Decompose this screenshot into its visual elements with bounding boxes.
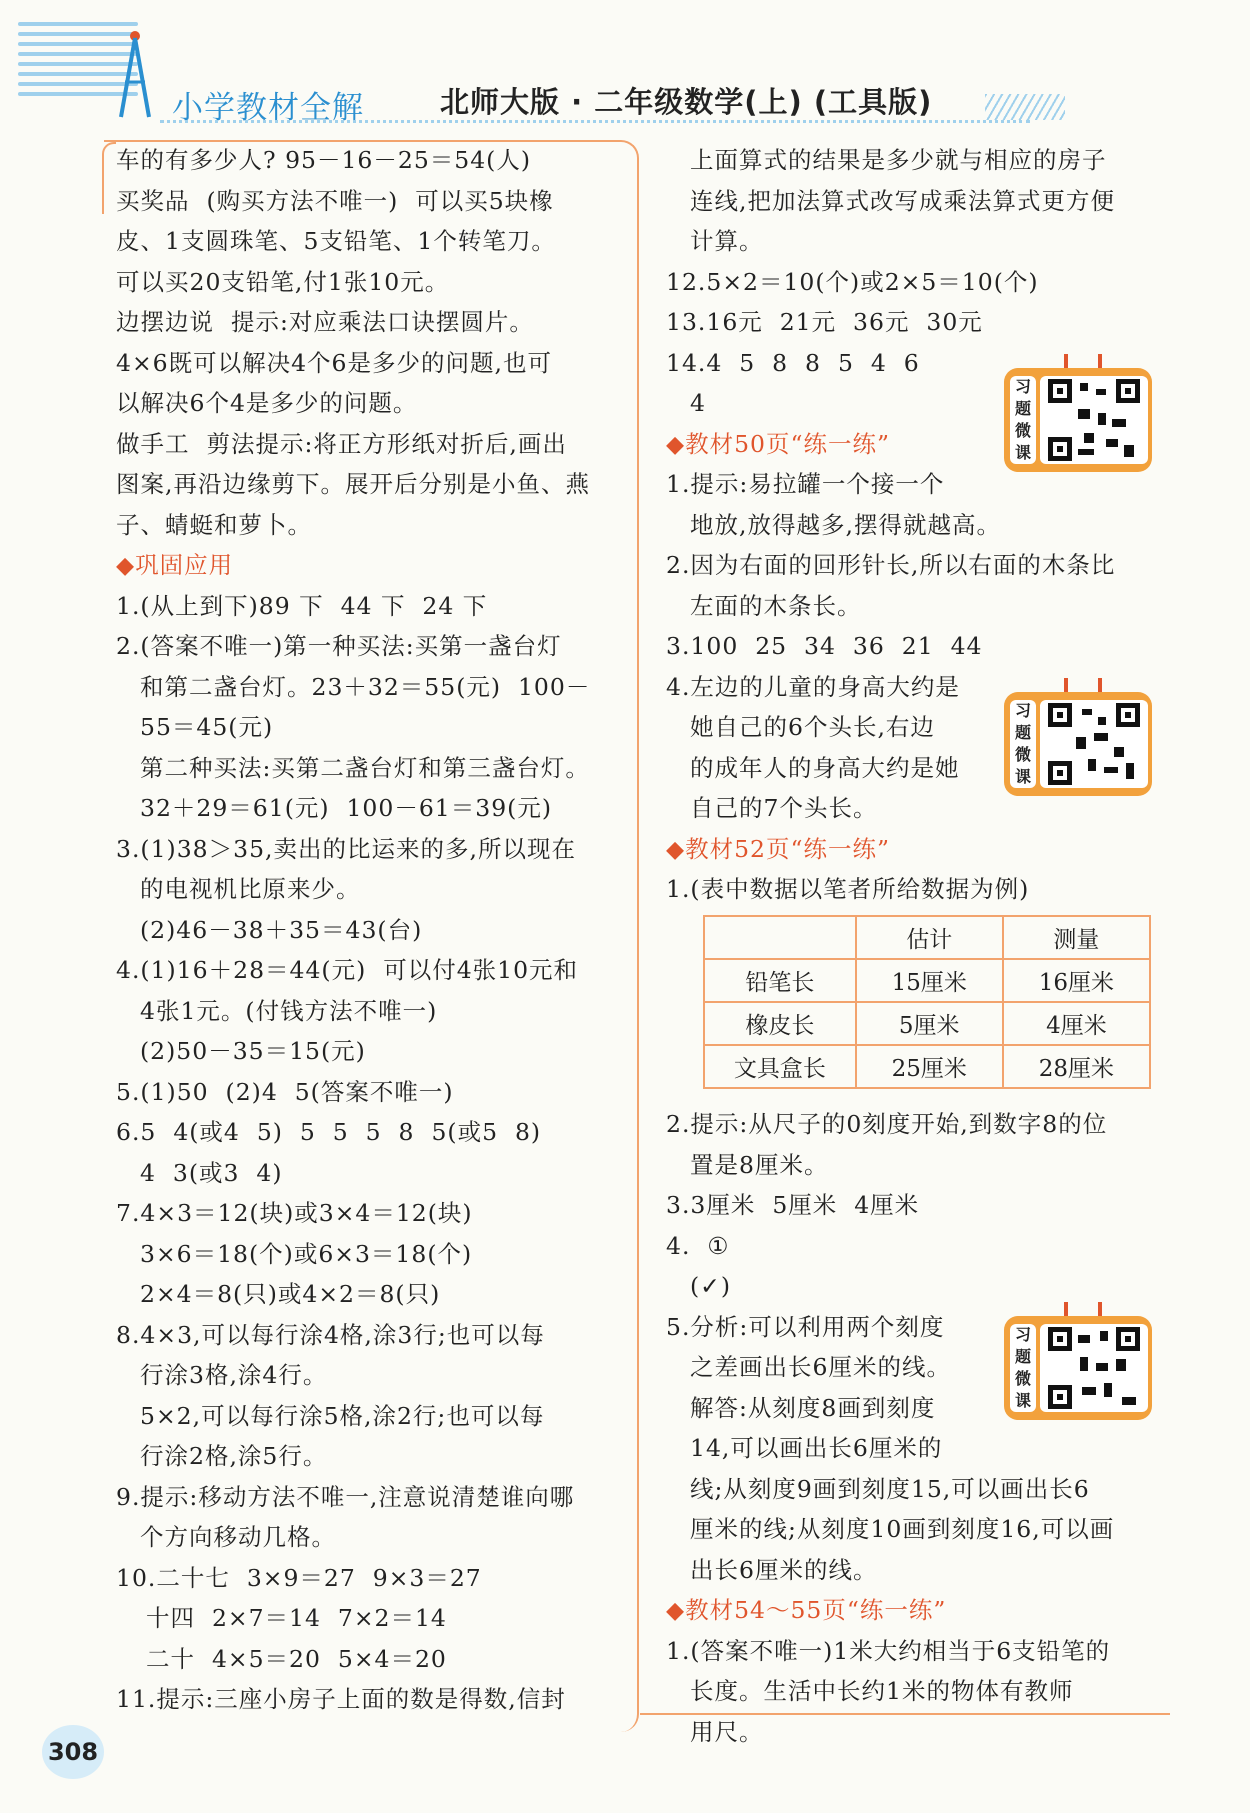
qr-label: 习题微课 bbox=[1010, 1324, 1036, 1412]
text-line: 4张1元。(付钱方法不唯一) bbox=[140, 996, 438, 1025]
compass-icon bbox=[115, 22, 155, 122]
text-line: 2.(答案不唯一)第一种买法:买第一盏台灯 bbox=[116, 632, 562, 660]
text-line: 4.(1)16＋28＝44(元) 可以付4张10元和 bbox=[116, 956, 579, 984]
text-line: 买奖品 (购买方法不唯一) 可以买5块橡 bbox=[116, 186, 554, 215]
table-cell: 5厘米 bbox=[856, 1002, 1003, 1045]
table-cell: 16厘米 bbox=[1003, 959, 1150, 1002]
text-line: (2)50－35＝15(元) bbox=[140, 1037, 366, 1065]
table-header-cell: 估计 bbox=[856, 916, 1003, 959]
text-line: 5.分析:可以利用两个刻度 bbox=[666, 1312, 945, 1341]
table-cell: 25厘米 bbox=[856, 1045, 1003, 1088]
text-line: 厘米的线;从刻度10画到刻度16,可以画 bbox=[690, 1515, 1115, 1543]
text-line: 上面算式的结果是多少就与相应的房子 bbox=[690, 146, 1107, 174]
text-line: 3.100 25 34 36 21 44 bbox=[666, 632, 983, 660]
text-line: 55＝45(元) bbox=[140, 713, 274, 741]
section-heading: ◆教材54～55页“练一练” bbox=[666, 1596, 947, 1624]
text-line: 置是8厘米。 bbox=[690, 1150, 829, 1179]
qr-code-icon[interactable] bbox=[1040, 1324, 1148, 1412]
table-header-cell bbox=[704, 916, 856, 959]
measurement-table bbox=[703, 915, 1151, 1089]
text-line: 出长6厘米的线。 bbox=[690, 1555, 878, 1584]
right-column-lower bbox=[666, 1104, 1178, 1752]
text-line: 2.提示:从尺子的0刻度开始,到数字8的位 bbox=[666, 1110, 1108, 1138]
text-line: 做手工 剪法提示:将正方形纸对折后,画出 bbox=[116, 429, 567, 458]
table-cell: 橡皮长 bbox=[704, 1002, 856, 1045]
text-line: 8.4×3,可以每行涂4格,涂3行;也可以每 bbox=[116, 1320, 545, 1349]
section-heading: ◆教材52页“练一练” bbox=[666, 834, 891, 863]
text-line: 3.3厘米 5厘米 4厘米 bbox=[666, 1191, 920, 1219]
left-column bbox=[116, 140, 636, 1720]
text-line: 10.二十七 3×9＝27 9×3＝27 bbox=[116, 1563, 482, 1592]
text-line: 之差画出长6厘米的线。 bbox=[690, 1353, 951, 1381]
text-line: 可以买20支铅笔,付1张10元。 bbox=[116, 267, 450, 296]
text-line: 解答:从刻度8画到刻度 bbox=[690, 1393, 936, 1422]
series-title: 北师大版 · 二年级数学(上) (工具版) bbox=[440, 85, 933, 119]
text-line: 1.提示:易拉罐一个接一个 bbox=[666, 470, 945, 498]
text-line: 3.(1)38＞35,卖出的比运来的多,所以现在 bbox=[116, 834, 576, 863]
text-line: 的电视机比原来少。 bbox=[140, 875, 361, 903]
text-line: 5.(1)50 (2)4 5(答案不唯一) bbox=[116, 1077, 454, 1106]
header-hatch bbox=[985, 94, 1065, 120]
text-line: 子、蜻蜓和萝卜。 bbox=[116, 510, 312, 539]
text-line: 13.16元 21元 36元 30元 bbox=[666, 308, 983, 336]
page-number: 308 bbox=[42, 1725, 104, 1779]
table-cell: 4厘米 bbox=[1003, 1002, 1150, 1045]
qr-code-icon[interactable] bbox=[1040, 376, 1148, 464]
text-line: 二十 4×5＝20 5×4＝20 bbox=[146, 1644, 447, 1673]
qr-label: 习题微课 bbox=[1010, 700, 1036, 788]
text-line: 11.提示:三座小房子上面的数是得数,信封 bbox=[116, 1685, 566, 1713]
header-divider bbox=[160, 120, 1030, 123]
text-line: 7.4×3＝12(块)或3×4＝12(块) bbox=[116, 1199, 473, 1227]
text-line: 1.(表中数据以笔者所给数据为例) bbox=[666, 875, 1030, 903]
section-heading: ◆教材50页“练一练” bbox=[666, 429, 891, 458]
text-line: 以解决6个4是多少的问题。 bbox=[116, 389, 418, 417]
text-line: 地放,放得越多,摆得就越高。 bbox=[690, 510, 1001, 539]
text-line: 线;从刻度9画到刻度15,可以画出长6 bbox=[690, 1474, 1090, 1503]
qr-code-card[interactable] bbox=[1004, 354, 1154, 472]
text-line: 3×6＝18(个)或6×3＝18(个) bbox=[140, 1239, 473, 1268]
text-line: 第二种买法:买第二盏台灯和第三盏台灯。 bbox=[140, 753, 590, 782]
text-line: 6.5 4(或4 5) 5 5 5 8 5(或5 8) bbox=[116, 1118, 542, 1146]
text-line: 行涂2格,涂5行。 bbox=[140, 1442, 328, 1470]
page-header bbox=[0, 0, 1250, 130]
table-cell: 28厘米 bbox=[1003, 1045, 1150, 1088]
text-line: 连线,把加法算式改写成乘法算式更方便 bbox=[690, 186, 1115, 215]
text-line: 和第二盏台灯。23＋32＝55(元) 100－ bbox=[140, 672, 591, 701]
text-line: 边摆边说 提示:对应乘法口诀摆圆片。 bbox=[116, 308, 534, 336]
text-line: 用尺。 bbox=[690, 1717, 764, 1746]
text-line: 4. ① bbox=[666, 1231, 730, 1260]
qr-code-card[interactable] bbox=[1004, 678, 1154, 796]
table-cell: 15厘米 bbox=[856, 959, 1003, 1002]
table-cell: 铅笔长 bbox=[704, 959, 856, 1002]
text-line: 4 bbox=[690, 389, 706, 417]
text-line: 32＋29＝61(元) 100－61＝39(元) bbox=[140, 794, 552, 822]
text-line: (2)46－38＋35＝43(台) bbox=[140, 915, 423, 944]
text-line: 的成年人的身高大约是她 bbox=[690, 753, 960, 782]
text-line: 2.因为右面的回形针长,所以右面的木条比 bbox=[666, 551, 1116, 579]
table-cell: 文具盒长 bbox=[704, 1045, 856, 1088]
text-line: 个方向移动几格。 bbox=[140, 1523, 336, 1551]
text-line: 十四 2×7＝14 7×2＝14 bbox=[146, 1604, 447, 1632]
text-line: 长度。生活中长约1米的物体有教师 bbox=[690, 1677, 1074, 1705]
text-line: 图案,再沿边缘剪下。展开后分别是小鱼、燕 bbox=[116, 470, 590, 498]
text-line: 自己的7个头长。 bbox=[690, 794, 878, 822]
qr-label: 习题微课 bbox=[1010, 376, 1036, 464]
text-line: 12.5×2＝10(个)或2×5＝10(个) bbox=[666, 267, 1039, 296]
text-line: 车的有多少人? 95－16－25＝54(人) bbox=[116, 146, 532, 174]
table-row bbox=[704, 959, 1150, 1002]
text-line: 皮、1支圆珠笔、5支铅笔、1个转笔刀。 bbox=[116, 227, 556, 255]
qr-code-icon[interactable] bbox=[1040, 700, 1148, 788]
text-line: 9.提示:移动方法不唯一,注意说清楚谁向哪 bbox=[116, 1482, 575, 1511]
table-row bbox=[704, 1002, 1150, 1045]
text-line: 14,可以画出长6厘米的 bbox=[690, 1434, 943, 1462]
text-line: 14.4 5 8 8 5 4 6 bbox=[666, 348, 920, 377]
table-row bbox=[704, 1045, 1150, 1088]
brand-title: 小学教材全解 bbox=[172, 90, 364, 126]
text-line: (✓) bbox=[690, 1272, 732, 1300]
text-line: 2×4＝8(只)或4×2＝8(只) bbox=[140, 1280, 441, 1308]
text-line: 4.左边的儿童的身高大约是 bbox=[666, 672, 960, 701]
table-header-cell: 测量 bbox=[1003, 916, 1150, 959]
qr-code-card[interactable] bbox=[1004, 1302, 1154, 1420]
text-line: 1.(从上到下)89 下 44 下 24 下 bbox=[116, 591, 488, 620]
text-line: 计算。 bbox=[690, 227, 764, 255]
text-line: 1.(答案不唯一)1米大约相当于6支铅笔的 bbox=[666, 1636, 1111, 1665]
section-heading: ◆巩固应用 bbox=[116, 551, 234, 579]
text-line: 4×6既可以解决4个6是多少的问题,也可 bbox=[116, 348, 552, 377]
text-line: 她自己的6个头长,右边 bbox=[690, 713, 935, 741]
text-line: 左面的木条长。 bbox=[690, 591, 862, 620]
text-line: 5×2,可以每行涂5格,涂2行;也可以每 bbox=[140, 1401, 545, 1430]
text-line: 行涂3格,涂4行。 bbox=[140, 1361, 328, 1389]
text-line: 4 3(或3 4) bbox=[140, 1158, 283, 1187]
